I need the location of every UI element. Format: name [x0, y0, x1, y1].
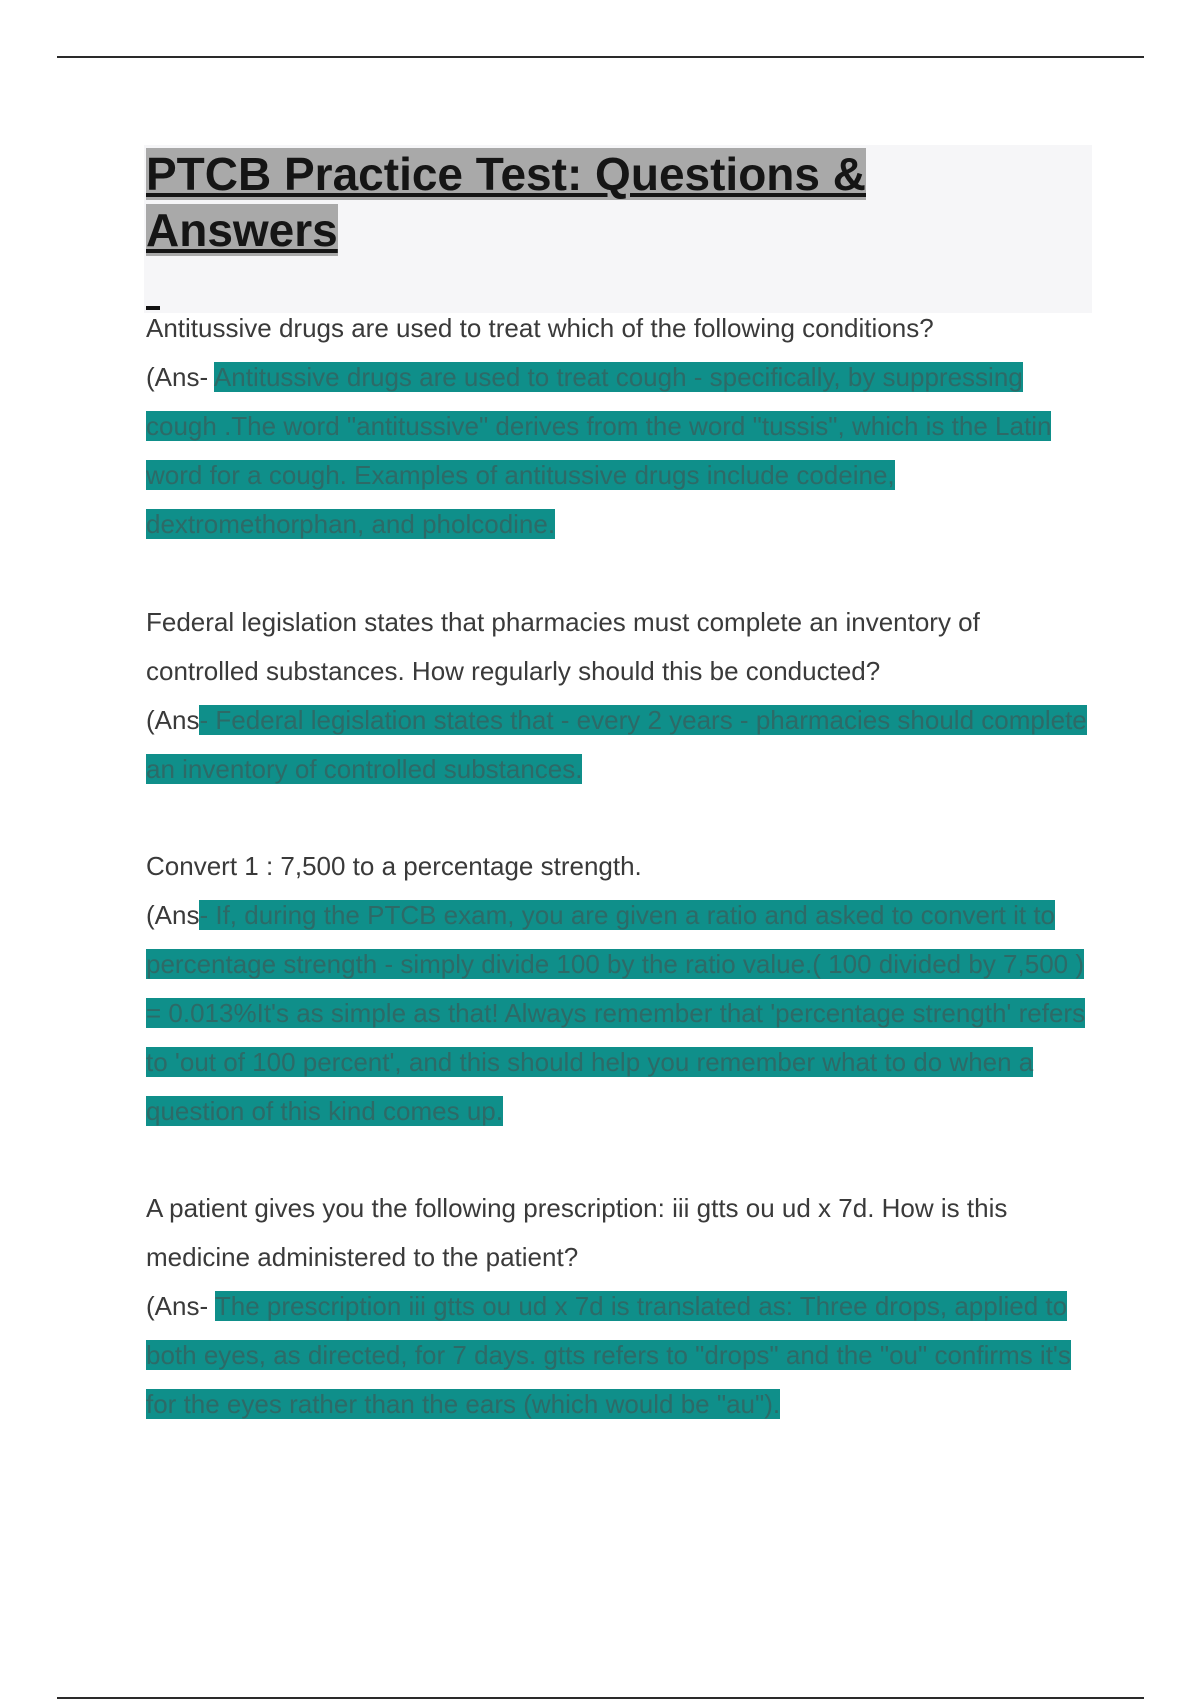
answer-1-prefix: (Ans- — [146, 362, 214, 392]
qa-item-4 — [146, 1184, 1091, 1429]
answer-4 — [146, 1282, 1091, 1429]
answer-2-prefix: (Ans — [146, 705, 200, 735]
answer-1 — [146, 353, 1091, 549]
question-4: A patient gives you the following prescription: iii gtts ou ud x 7d. How is this medicine administered to the patient? — [146, 1193, 1008, 1272]
answer-2-text: - Federal legislation states that - every 2 years - pharmacies should complete an inventory of controlled substances. — [146, 705, 1087, 784]
answer-3 — [146, 891, 1091, 1136]
bottom-rule — [57, 1697, 1144, 1699]
answer-4-prefix: (Ans- — [146, 1291, 215, 1321]
question-2: Federal legislation states that pharmacies must complete an inventory of controlled substances. How regularly should this be conducted? — [146, 607, 980, 686]
qa-item-1 — [146, 304, 1091, 549]
question-1: Antitussive drugs are used to treat which of the following conditions? — [146, 313, 934, 343]
top-rule — [57, 56, 1144, 58]
answer-2 — [146, 696, 1091, 794]
page-title-text: PTCB Practice Test: Questions & Answers — [146, 148, 866, 256]
answer-3-prefix: (Ans — [146, 900, 200, 930]
answer-1-text: Antitussive drugs are used to treat cough - specifically, by suppressing cough .The word "antitussive" derives from the word "tussis", which is the Latin word for a cough. Examples of antitussive drugs include codeine, dextromethorphan, and pholcodine. — [146, 362, 1052, 539]
question-3: Convert 1 : 7,500 to a percentage strength. — [146, 851, 642, 881]
qa-item-2 — [146, 598, 1091, 794]
answer-4-text: The prescription iii gtts ou ud x 7d is translated as: Three drops, applied to both eyes, as directed, for 7 days. gtts refers to "drops" and the "ou" confirms it's for the eyes rather than the ears (which would be "au"). — [146, 1291, 1071, 1419]
answer-3-text: - If, during the PTCB exam, you are given a ratio and asked to convert it to percentage strength - simply divide 100 by the ratio value.( 100 divided by 7,500 ) = 0.013%It's as simple as that! Always remember that 'percentage strength' refers to 'out of 100 percent', and this should help you remember what to do when a question of this kind comes up. — [146, 900, 1086, 1126]
page-title — [146, 146, 966, 258]
qa-item-3 — [146, 842, 1091, 1136]
